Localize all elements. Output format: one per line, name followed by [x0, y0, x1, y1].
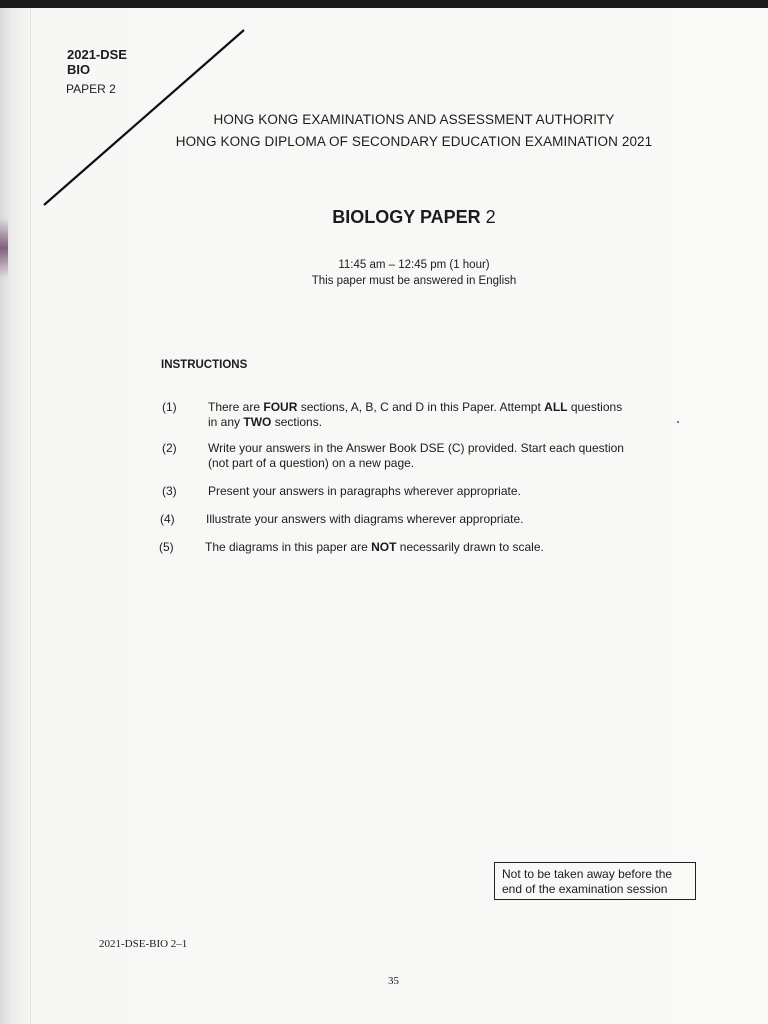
instruction-text: Present your answers in paragraphs wherever appropriate.: [208, 484, 521, 498]
paper-code-subject: BIO: [67, 62, 91, 77]
instruction-text: Illustrate your answers with diagrams wherever appropriate.: [206, 512, 524, 526]
paper-code-year: 2021-DSE: [67, 47, 127, 62]
page-number: 35: [388, 975, 399, 987]
notice-box: [494, 862, 696, 900]
instruction-number: (3): [162, 484, 177, 498]
examination-name: HONG KONG DIPLOMA OF SECONDARY EDUCATION EXAMINATION 2021: [175, 134, 653, 149]
notice-line: end of the examination session: [502, 882, 668, 896]
instruction-number: (5): [159, 540, 174, 554]
exam-time: 11:45 am – 12:45 pm (1 hour): [338, 259, 490, 271]
instruction-number: (2): [162, 441, 177, 455]
subject-paper-number: 2: [485, 207, 496, 227]
authority-name: HONG KONG EXAMINATIONS AND ASSESSMENT AUTHORITY: [213, 112, 615, 127]
stray-mark: [677, 421, 679, 423]
exam-language: This paper must be answered in English: [311, 275, 517, 287]
notice-line: Not to be taken away before the: [502, 867, 673, 881]
instruction-text: Write your answers in the Answer Book DSE (C) provided. Start each question (not part of a question) on a new page.: [208, 441, 624, 470]
paper-code-block: [67, 47, 127, 77]
exam-cover-page: [0, 8, 768, 1024]
footer-paper-code: 2021-DSE-BIO 2–1: [99, 938, 188, 950]
instruction-number: (4): [160, 512, 175, 526]
subject-title: [0, 207, 768, 228]
instruction-text: There are FOUR sections, A, B, C and D in this Paper. Attempt ALL questions in any TWO sections.: [208, 400, 623, 429]
instruction-text: The diagrams in this paper are NOT necessarily drawn to scale.: [205, 540, 544, 554]
instruction-number: (1): [162, 400, 177, 414]
subject-title-text: BIOLOGY PAPER: [332, 207, 481, 227]
paper-number-label: PAPER 2: [66, 82, 116, 96]
instructions-heading: INSTRUCTIONS: [161, 359, 248, 371]
